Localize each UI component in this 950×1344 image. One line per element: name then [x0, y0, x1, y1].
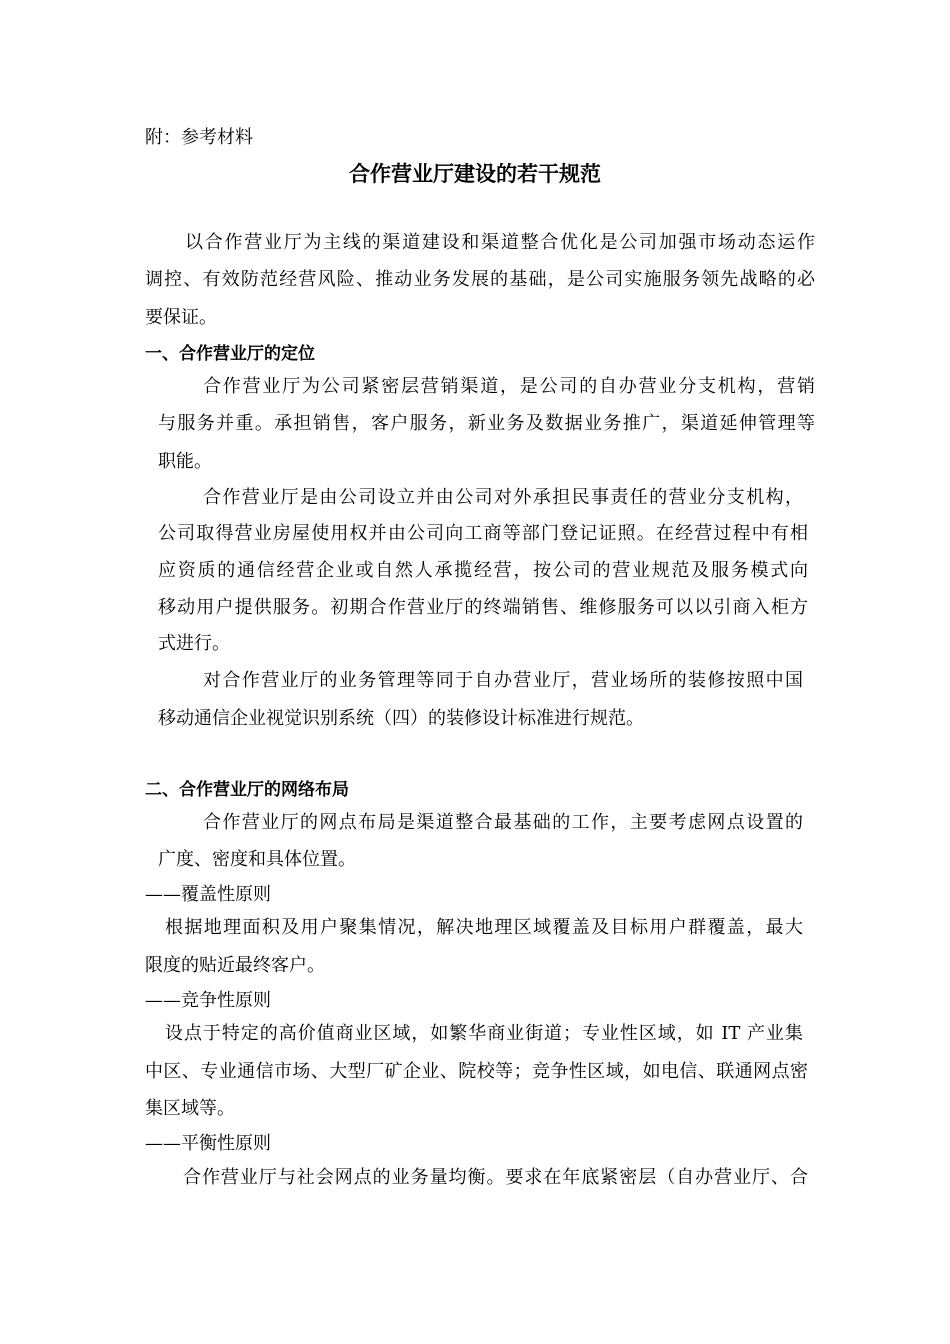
- principle-1-line-2: 限度的贴近最终客户。: [145, 955, 325, 976]
- intro-line-1: 以合作营业厅为主线的渠道建设和渠道整合优化是公司加强市场动态运作: [185, 232, 815, 253]
- section-1-p1-line-3: 职能。: [158, 451, 212, 472]
- principle-1-line-1: 根据地理面积及用户聚集情况，解决地理区域覆盖及目标用户群覆盖，最大: [165, 917, 803, 938]
- section-1-heading: 一、合作营业厅的定位: [145, 344, 315, 364]
- section-1-p2-line-4: 移动用户提供服务。初期合作营业厅的终端销售、维修服务可以以引商入柜方: [158, 597, 808, 618]
- intro-line-2: 调控、有效防范经营风险、推动业务发展的基础，是公司实施服务领先战略的必: [145, 269, 815, 290]
- intro-line-3: 要保证。: [145, 307, 217, 328]
- page-title: 合作营业厅建设的若干规范: [349, 162, 601, 186]
- appendix-label: 附：参考材料: [145, 127, 253, 148]
- section-1-p2-line-1: 合作营业厅是由公司设立并由公司对外承担民事责任的营业分支机构，: [203, 487, 803, 508]
- section-1-p1-line-1: 合作营业厅为公司紧密层营销渠道，是公司的自办营业分支机构，营销: [203, 376, 815, 397]
- section-1-p3-line-2: 移动通信企业视觉识别系统（四）的装修设计标准进行规范。: [158, 708, 644, 729]
- section-2-heading: 二、合作营业厅的网络布局: [145, 780, 349, 800]
- section-1-p2-line-2: 公司取得营业房屋使用权并由公司向工商等部门登记证照。在经营过程中有相: [158, 523, 808, 544]
- section-1-p3-line-1: 对合作营业厅的业务管理等同于自办营业厅，营业场所的装修按照中国: [203, 670, 803, 691]
- principle-2-label: ——竞争性原则: [145, 990, 271, 1011]
- principle-2-line-3: 集区域等。: [145, 1098, 235, 1119]
- section-2-p1-line-2: 广度、密度和具体位置。: [158, 849, 356, 870]
- principle-2-line-2: 中区、专业通信市场、大型厂矿企业、院校等；竞争性区域，如电信、联通网点密: [145, 1061, 808, 1082]
- section-2-p1-line-1: 合作营业厅的网点布局是渠道整合最基础的工作，主要考虑网点设置的: [203, 812, 803, 833]
- principle-2-line-1: 设点于特定的高价值商业区域，如繁华商业街道；专业性区域，如 IT 产业集: [165, 1023, 803, 1044]
- section-1-p2-line-3: 应资质的通信经营企业或自然人承揽经营，按公司的营业规范及服务模式向: [158, 560, 808, 581]
- principle-1-label: ——覆盖性原则: [145, 884, 271, 905]
- section-1-p1-line-2: 与服务并重。承担销售，客户服务，新业务及数据业务推广，渠道延伸管理等: [158, 413, 815, 434]
- principle-3-line-1: 合作营业厅与社会网点的业务量均衡。要求在年底紧密层（自办营业厅、合: [183, 1167, 808, 1188]
- principle-3-label: ——平衡性原则: [145, 1133, 271, 1154]
- section-1-p2-line-5: 式进行。: [158, 633, 230, 654]
